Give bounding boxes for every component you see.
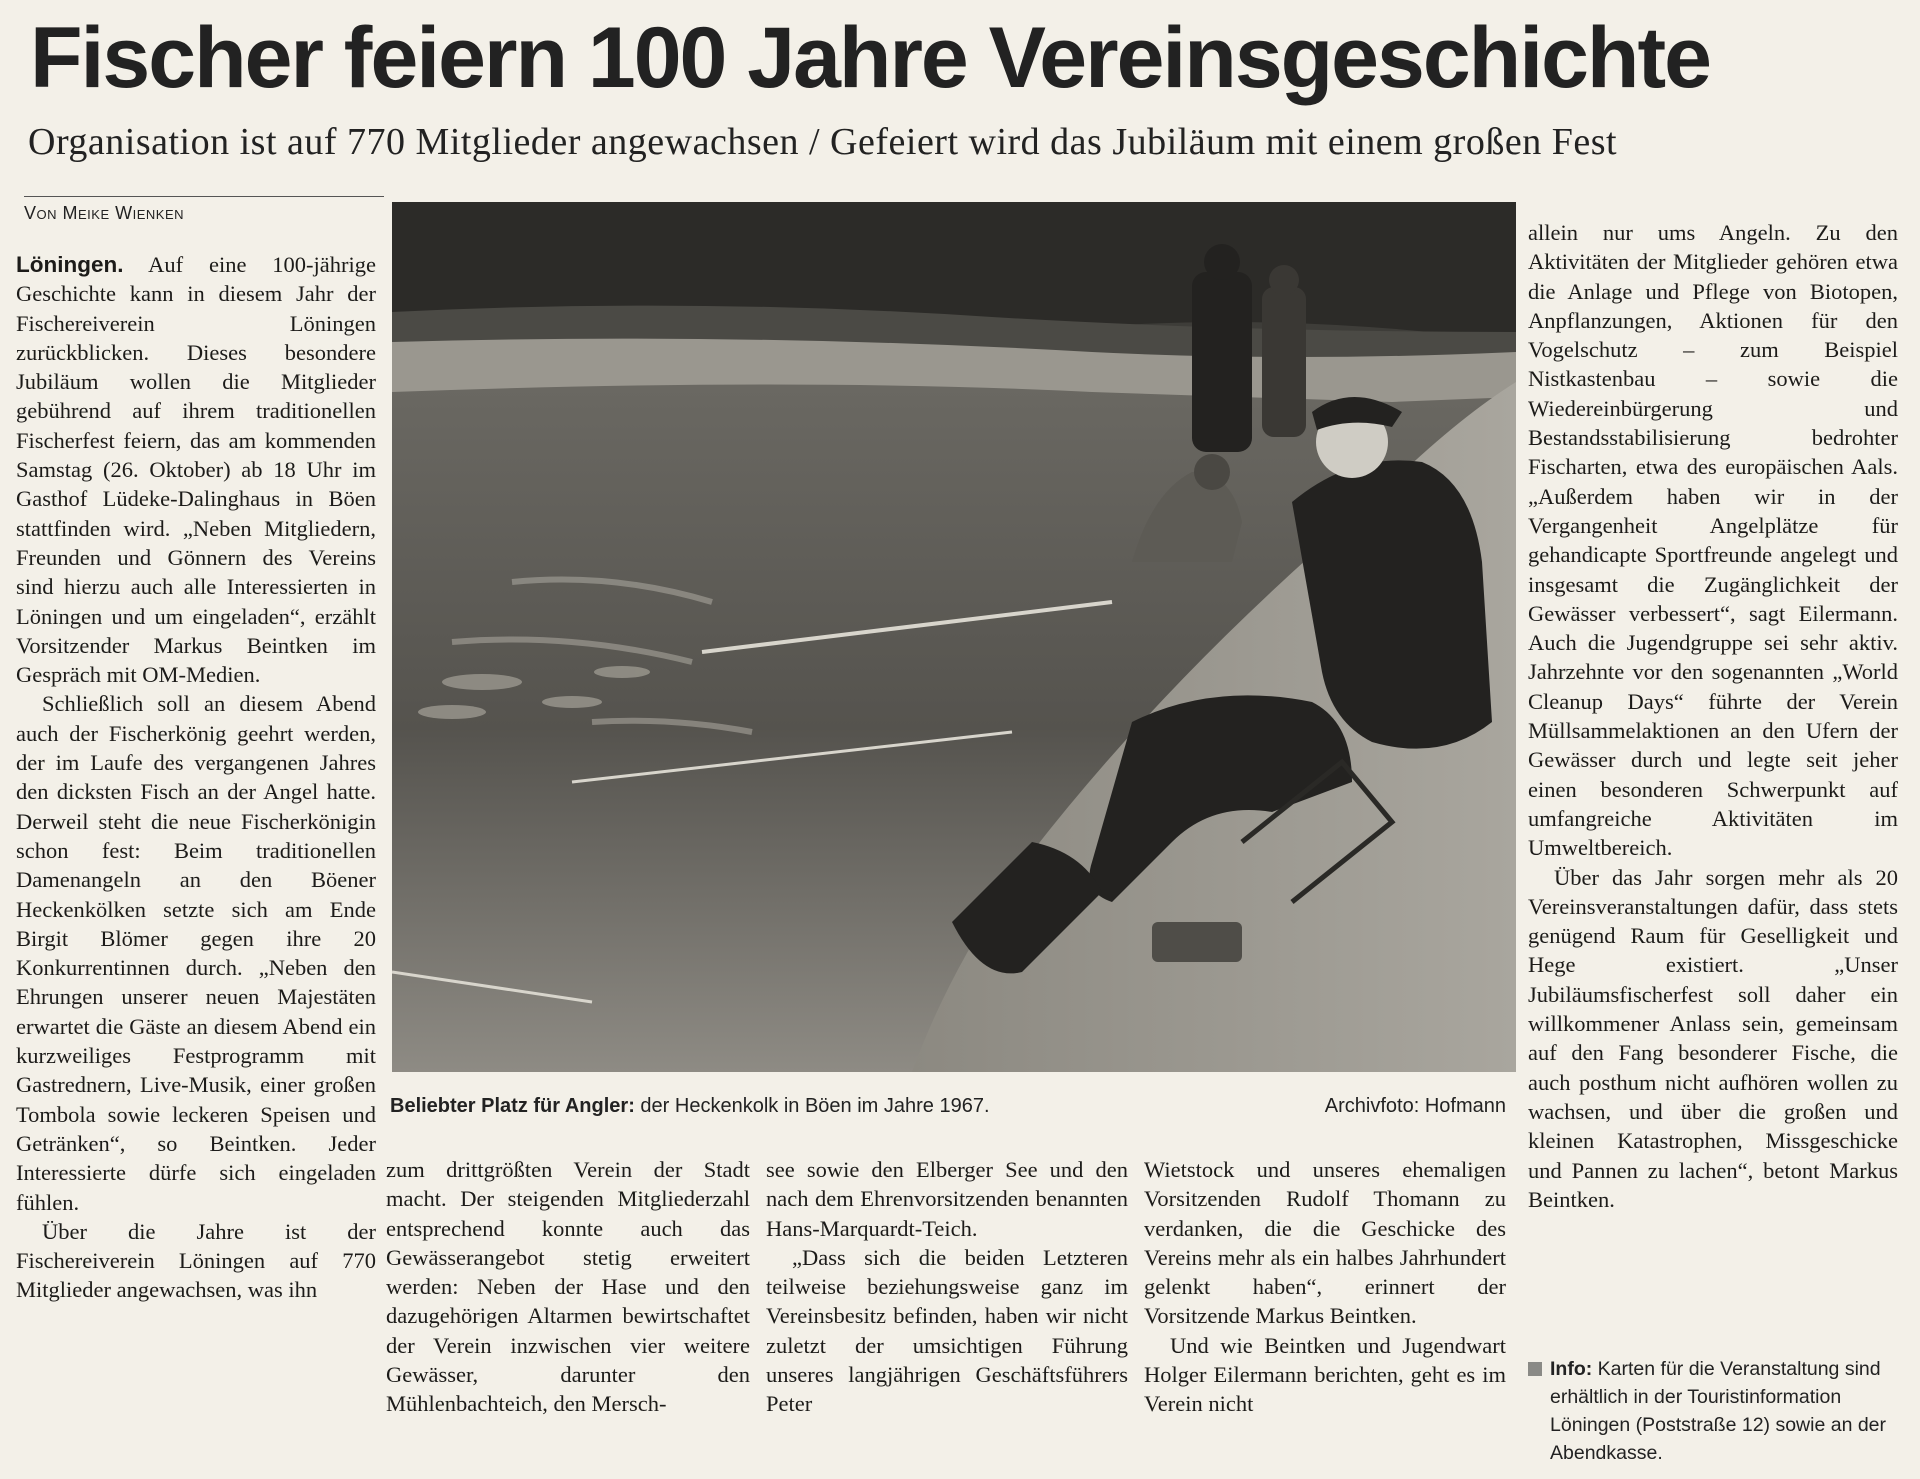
info-square-icon xyxy=(1528,1362,1542,1376)
article-column-3 xyxy=(766,1155,1128,1419)
paragraph: Schließlich soll an diesem Abend auch der Fischerkönig geehrt werden, der im Laufe des vergangenen Jahres den dicksten Fisch an der Angel hatte. Derweil steht die neue Fischerkönigin schon fest: Beim traditionellen Damenangeln an den Böener Heckenkölken setzte sich am Ende Birgit Blömer gegen ihre 20 Konkurrentinnen durch. „Neben den Ehrungen unserer neuen Majestäten erwartet die Gäste an diesem Abend ein kurzweiliges Festprogramm mit Gastrednern, Live-Musik, einer großen Tombola sowie leckeren Speisen und Getränken“, so Beintken. Jeder Interessierte dürfe sich eingeladen fühlen. xyxy=(16,691,376,1215)
paragraph: Wietstock und unseres ehemaligen Vorsitzenden Rudolf Thomann zu verdanken, die die Geschicke des Vereins mehr als ein halbes Jahrhundert gelenkt haben“, erinnert der Vorsitzende Markus Beintken. xyxy=(1144,1157,1506,1329)
info-label: Info: xyxy=(1550,1358,1593,1380)
headline: Fischer feiern 100 Jahre Vereinsgeschichte xyxy=(30,10,1710,106)
photo-credit: Archivfoto: Hofmann xyxy=(1324,1095,1506,1117)
article-column-4 xyxy=(1144,1155,1506,1419)
archive-photo xyxy=(392,202,1516,1072)
paragraph: see sowie den Elberger See und den nach dem Ehrenvorsitzenden benannten Hans-Marquardt-Teich. xyxy=(766,1157,1128,1241)
paragraph: zum drittgrößten Verein der Stadt macht. Der steigenden Mitgliederzahl entsprechend konnte auch das Gewässerangebot stetig erweitert werden: Neben der Hase und den dazugehörigen Altarmen bewirtschaftet der Verein inzwischen vier weitere Gewässer, darunter den Mühlenbachteich, den Mersch- xyxy=(386,1157,750,1417)
paragraph: „Dass sich die beiden Letzteren teilweise beziehungsweise ganz im Vereinsbesitz befinden, haben wir nicht zuletzt der umsichtigen Führung unseres langjährigen Geschäftsführers Peter xyxy=(766,1244,1128,1417)
paragraph: Und wie Beintken und Jugendwart Holger Eilermann berichten, geht es im Verein nicht xyxy=(1144,1332,1506,1417)
paragraph: Auf eine 100-jährige Geschichte kann in diesem Jahr der Fischereiverein Löningen zurückblicken. Dieses besondere Jubiläum wollen die Mitglieder gebührend auf ihrem traditionellen Fischerfest feiern, das am kommenden Samstag (26. Oktober) ab 18 Uhr im Gasthof Lüdeke-Dalinghaus in Böen stattfinden wird. „Neben Mitgliedern, Freunden und Gönnern des Vereins sind hierzu auch alle Interessierten in Löningen und um eingeladen“, erzählt Vorsitzender Markus Beintken im Gespräch mit OM-Medien. xyxy=(16,252,376,688)
info-box xyxy=(1528,1355,1910,1467)
photo-illustration xyxy=(392,202,1516,1072)
article-column-1 xyxy=(16,250,376,1305)
paragraph: allein nur ums Angeln. Zu den Aktivitäten der Mitglieder gehören etwa die Anlage und Pflege von Biotopen, Anpflanzungen, Aktionen für den Vogelschutz – zum Beispiel Nistkastenbau – sowie die Wiedereinbürgerung und Bestandsstabilisierung bedrohter Fischarten, etwa des europäischen Aals. „Außerdem haben wir in der Vergangenheit Angelplätze für gehandicapte Sportfreunde angelegt und insgesamt die Zugänglichkeit der Gewässer verbessert“, sagt Eilermann. Auch die Jugendgruppe sei sehr aktiv. Jahrzehnte vor den sogenannten „World Cleanup Days“ führte der Verein Müllsammelaktionen an den Ufern der Gewässer durch und legte seit jeher einen besonderen Schwerpunkt auf umfangreiche Aktivitäten im Umweltbereich. xyxy=(1528,220,1898,861)
info-text: Karten für die Veranstaltung sind erhältlich in der Touristinformation Löningen (Poststraße 12) sowie an der Abendkasse. xyxy=(1550,1358,1887,1464)
caption-text: der Heckenkolk in Böen im Jahre 1967. xyxy=(640,1095,990,1117)
photo-caption xyxy=(390,1093,1506,1119)
article-column-5 xyxy=(1528,218,1898,1214)
paragraph: Über die Jahre ist der Fischereiverein Löningen auf 770 Mitglieder angewachsen, was ihn xyxy=(16,1218,376,1303)
byline: Von Meike Wienken xyxy=(24,196,384,224)
subheadline: Organisation ist auf 770 Mitglieder angewachsen / Gefeiert wird das Jubiläum mit einem großen Fest xyxy=(28,121,1618,163)
caption-lead: Beliebter Platz für Angler: xyxy=(390,1095,635,1117)
article-column-2 xyxy=(386,1155,750,1419)
dateline: Löningen. xyxy=(16,252,124,277)
paragraph: Über das Jahr sorgen mehr als 20 Vereinsveranstaltungen dafür, dass stets genügend Raum für Geselligkeit und Hege existiert. „Unser Jubiläumsfischerfest soll daher ein willkommener Anlass sein, gemeinsam auf den Fang besonderer Fische, die auch posthum nicht aufhören wollen zu wachsen, und über die großen und kleinen Katastrophen, Missgeschicke und Pannen zu lachen“, betont Markus Beintken. xyxy=(1528,864,1898,1212)
